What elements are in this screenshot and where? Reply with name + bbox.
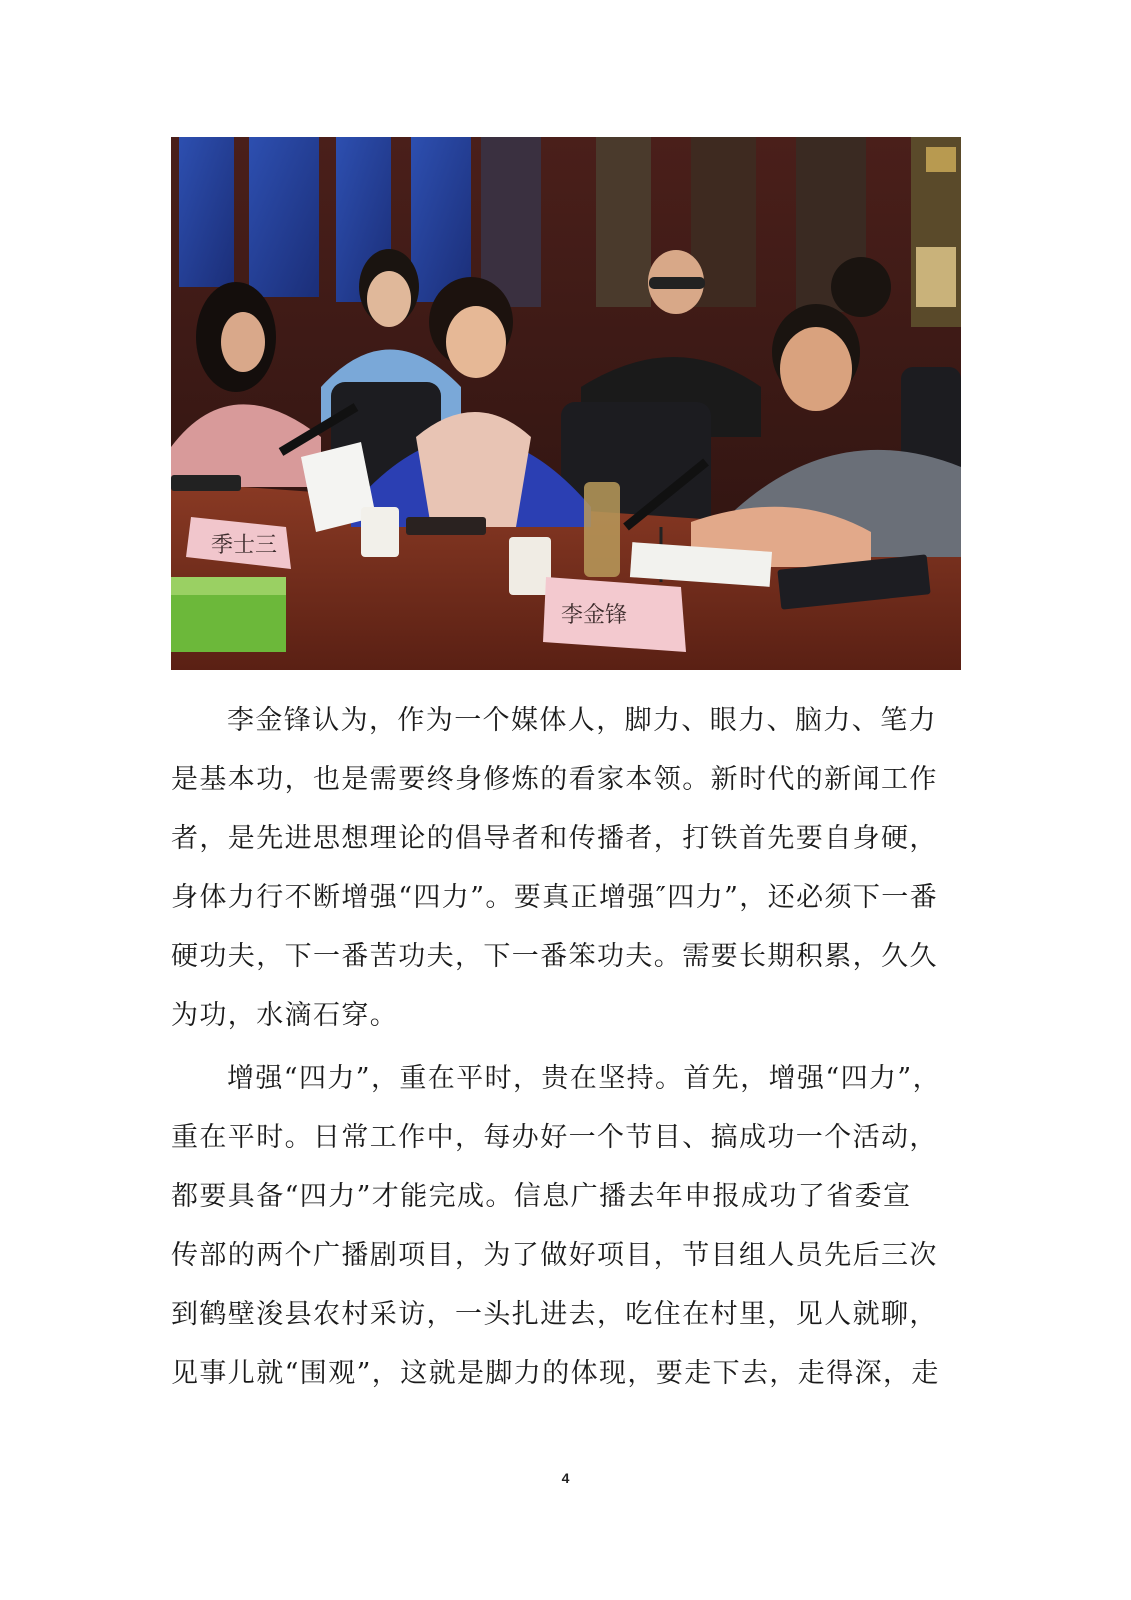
paragraph-line: 到鹤壁浚县农村采访，一头扎进去，吃住在村里，见人就聊，	[171, 1299, 938, 1330]
paragraph-line: 都要具备“四力”才能完成。信息广播去年申报成功了省委宣	[171, 1181, 912, 1212]
paragraph-line: 见事儿就“围观”，这就是脚力的体现，要走下去，走得深，走	[171, 1358, 940, 1389]
meeting-photo	[171, 137, 961, 670]
body-paragraph-1	[171, 691, 961, 1045]
paragraph-line: 传部的两个广播剧项目，为了做好项目，节目组人员先后三次	[171, 1240, 938, 1271]
paragraph-line: 李金锋认为，作为一个媒体人，脚力、眼力、脑力、笔力	[227, 705, 937, 736]
paragraph-line: 增强“四力”，重在平时，贵在坚持。首先，增强“四力”，	[227, 1063, 942, 1094]
paragraph-line: 是基本功，也是需要终身修炼的看家本领。新时代的新闻工作	[171, 764, 938, 795]
paragraph-line: 重在平时。日常工作中，每办好一个节目、搞成功一个活动，	[171, 1122, 938, 1153]
page-number: 4	[561, 1470, 570, 1486]
nameplate-left-label: 季士三	[211, 533, 278, 558]
paragraph-line: 为功，水滴石穿。	[171, 1000, 399, 1031]
body-paragraph-2	[171, 1049, 961, 1403]
paragraph-line: 身体力行不断增强“四力”。要真正增强″四力”，还必须下一番	[171, 882, 939, 913]
nameplate-right	[543, 577, 686, 652]
nameplate-right-label: 李金锋	[561, 603, 628, 628]
paragraph-line: 者，是先进思想理论的倡导者和传播者，打铁首先要自身硬，	[171, 823, 938, 854]
paragraph-line: 硬功夫，下一番苦功夫，下一番笨功夫。需要长期积累，久久	[171, 941, 938, 972]
